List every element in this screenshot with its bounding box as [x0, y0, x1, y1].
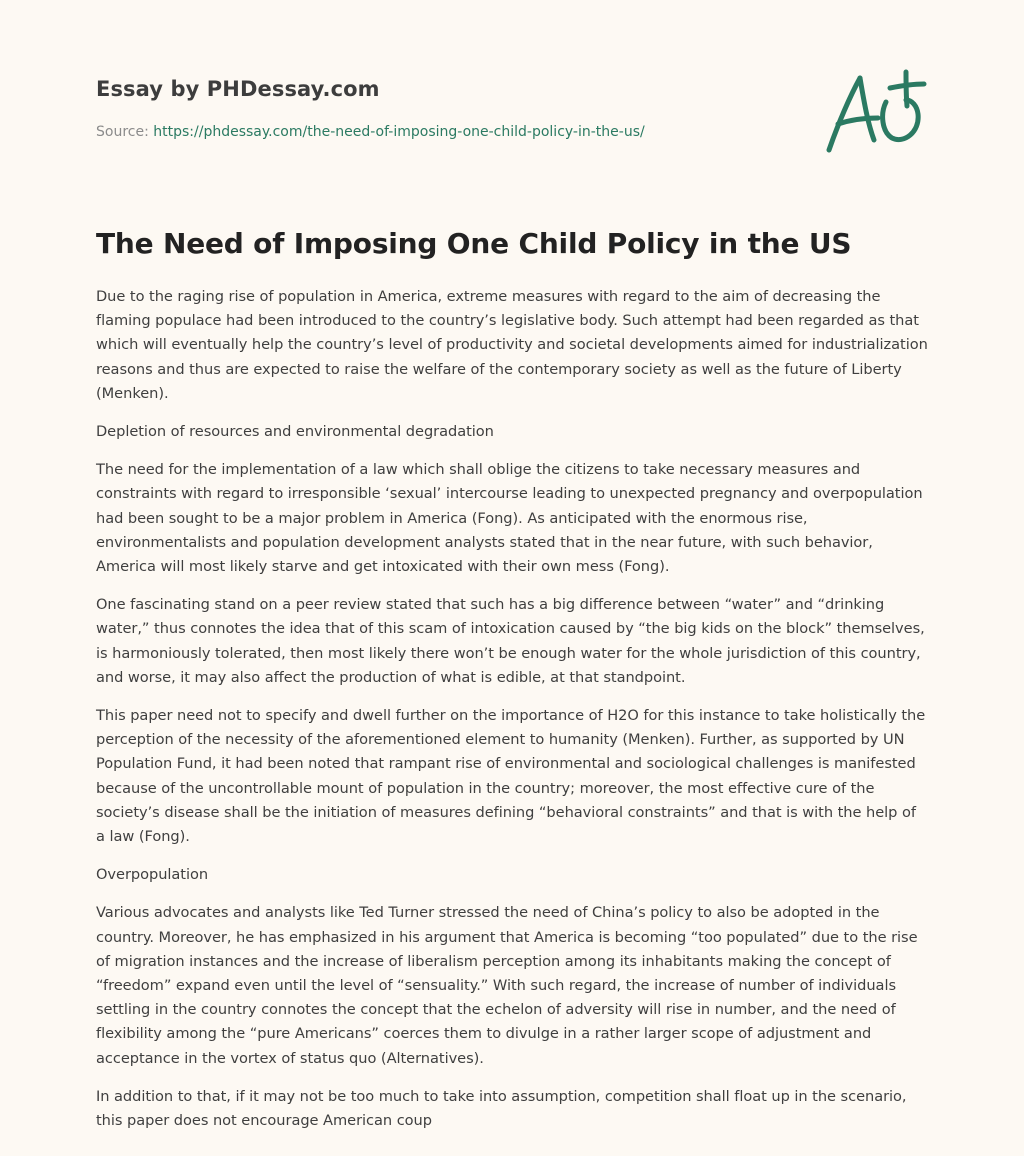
paragraph: Due to the raging rise of population in America, extreme measures with regard to the aim of decreasing the flaming populace had been introduced to the country’s legislative body. Such attempt had been regarded as that which will eventually help the country’s level of productivity and societal developments aimed for industrialization reasons and thus are expected to raise the welfare of the contemporary society as well as the future of Liberty (Menken).	[96, 288, 928, 402]
source-line	[96, 122, 928, 142]
essay-title: The Need of Imposing One Child Policy in the US	[96, 227, 852, 260]
paragraph: One fascinating stand on a peer review stated that such has a big difference between “water” and “drinking water,” thus connotes the idea that of this scam of intoxication caused by “the big kids on the block” themselves, is harmoniously tolerated, then most likely there won’t be enough water for the whole jurisdiction of this country, and worse, it may also affect the production of what is edible, at that standpoint.	[96, 596, 925, 686]
paragraph: In addition to that, if it may not be too much to take into assumption, competition shall float up in the scenario, this paper does not encourage American coup	[96, 1087, 907, 1130]
paragraph: Various advocates and analysts like Ted Turner stressed the need of China’s policy to also be adopted in the country. Moreover, he has emphasized in his argument that America is becoming “too populated” due to the rise of migration instances and the increase of liberalism perception among its inhabitants making the concept of “freedom” expand even until the level of “sensuality.” With such regard, the increase of number of individuals settling in the country connotes the concept that the echelon of adversity will rise in number, and the need of flexibility among the “pure Americans” coerces them to divulge in a rather larger scope of adjustment and acceptance in the vortex of status quo (Alternatives).	[96, 904, 918, 1067]
essay-body	[96, 285, 928, 1147]
paragraph: This paper need not to specify and dwell further on the importance of H2O for this instance to take holistically the perception of the necessity of the aforementioned element to humanity (Menken). Further, as supported by UN Population Fund, it had been noted that rampant rise of environmental and sociological challenges is manifested because of the uncontrollable mount of population in the country; moreover, the most effective cure of the society’s disease shall be the initiation of measures defining “behavioral constraints” and that is with the help of a law (Fong).	[96, 707, 926, 846]
section-heading: Depletion of resources and environmental degradation	[96, 423, 494, 441]
a-plus-logo-icon	[824, 66, 928, 164]
source-label: Source:	[96, 124, 149, 140]
source-link[interactable]: https://phdessay.com/the-need-of-imposing-one-child-policy-in-the-us/	[153, 124, 645, 140]
page-header	[96, 74, 928, 174]
site-brand: Essay by PHDessay.com	[96, 77, 380, 101]
paragraph: The need for the implementation of a law which shall oblige the citizens to take necessary measures and constraints with regard to irresponsible ‘sexual’ intercourse leading to unexpected pregnancy and overpopulation had been sought to be a major problem in America (Fong). As anticipated with the enormous rise, environmentalists and population development analysts stated that in the near future, with such behavior, America will most likely starve and get intoxicated with their own mess (Fong).	[96, 461, 923, 576]
essay-page	[96, 0, 928, 1156]
section-heading: Overpopulation	[96, 866, 209, 884]
